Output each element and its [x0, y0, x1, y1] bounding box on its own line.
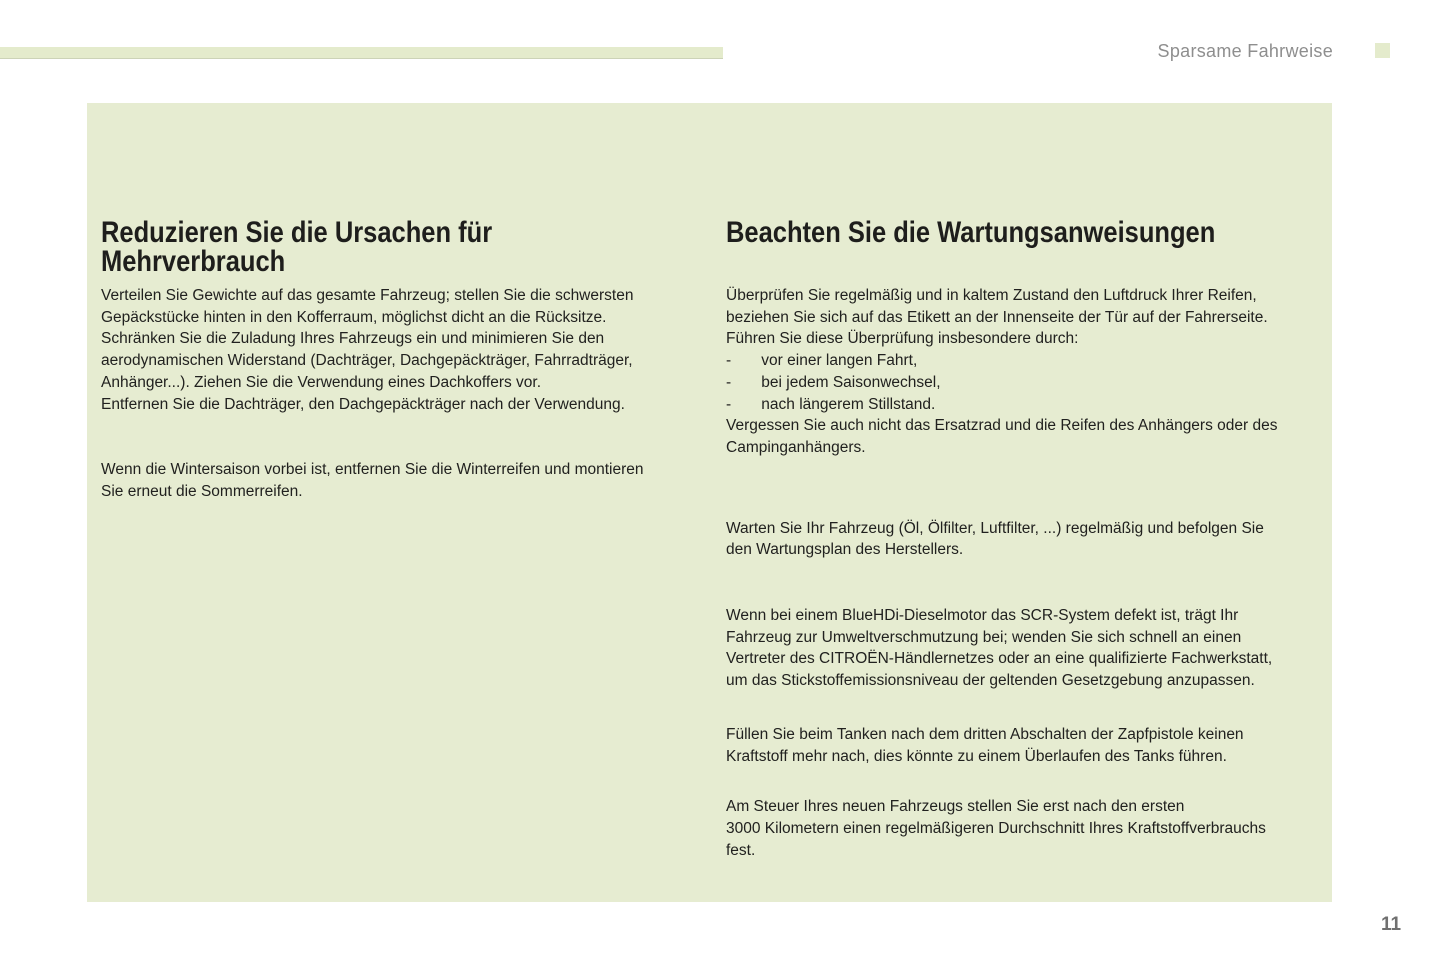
left-column-paragraph-2: Wenn die Wintersaison vorbei ist, entfernen Sie die Winterreifen und montieren Sie erneut die Sommerreifen.	[101, 461, 644, 500]
right-column-paragraph-3: Wenn bei einem BlueHDi-Dieselmotor das SCR-System defekt ist, trägt Ihr Fahrzeug zur Umweltverschmutzung bei; wenden Sie sich schnell an einen Vertreter des CITROËN-Händlernetzes oder an eine qualifizierte Fachwerkstatt, um das Stickstoffemissionsniveau der geltenden Gesetzgebung anzupassen.	[726, 607, 1273, 690]
right-column	[726, 103, 1330, 861]
section-title: Sparsame Fahrweise	[1157, 41, 1333, 61]
left-column-heading: Reduzieren Sie die Ursachen für Mehrverbrauch	[101, 216, 493, 278]
right-column-paragraph-1: Überprüfen Sie regelmäßig und in kaltem Zustand den Luftdruck Ihrer Reifen, beziehen Sie sich auf das Etikett an der Innenseite der Tür auf der Fahrerseite. Führen Sie diese Überprüfung insbesondere durch: - vor einer langen Fahrt, - bei jedem Saisonwechsel, - nach längerem Stillstand. Vergessen Sie auch nicht das Ersatzrad und die Reifen des Anhängers oder des Campinganhängers.	[726, 287, 1278, 456]
header-accent-square-icon	[1375, 43, 1390, 58]
header-accent-bar	[0, 47, 723, 59]
right-column-paragraph-5: Am Steuer Ihres neuen Fahrzeugs stellen Sie erst nach den ersten 3000 Kilometern einen regelmäßigeren Durchschnitt Ihres Kraftstoffverbrauchs fest.	[726, 798, 1266, 859]
page-number: 11	[1381, 914, 1402, 935]
right-column-heading: Beachten Sie die Wartungsanweisungen	[726, 216, 1216, 249]
left-column-paragraph-1: Verteilen Sie Gewichte auf das gesamte Fahrzeug; stellen Sie die schwersten Gepäckstücke hinten in den Kofferraum, möglichst dicht an die Rücksitze. Schränken Sie die Zuladung Ihres Fahrzeugs ein und minimieren Sie den aerodynamischen Widerstand (Dachträger, Dachgepäckträger, Fahrradträger, Anhänger...). Ziehen Sie die Verwendung eines Dachkoffers vor. Entfernen Sie die Dachträger, den Dachgepäckträger nach der Verwendung.	[101, 287, 634, 413]
content-panel	[87, 103, 1332, 902]
left-column	[101, 103, 717, 503]
right-column-paragraph-2: Warten Sie Ihr Fahrzeug (Öl, Ölfilter, Luftfilter, ...) regelmäßig und befolgen Sie den Wartungsplan des Herstellers.	[726, 519, 1264, 559]
right-column-paragraph-4: Füllen Sie beim Tanken nach dem dritten Abschalten der Zapfpistole keinen Kraftstoff mehr nach, dies könnte zu einem Überlaufen des Tanks führen.	[726, 725, 1244, 765]
